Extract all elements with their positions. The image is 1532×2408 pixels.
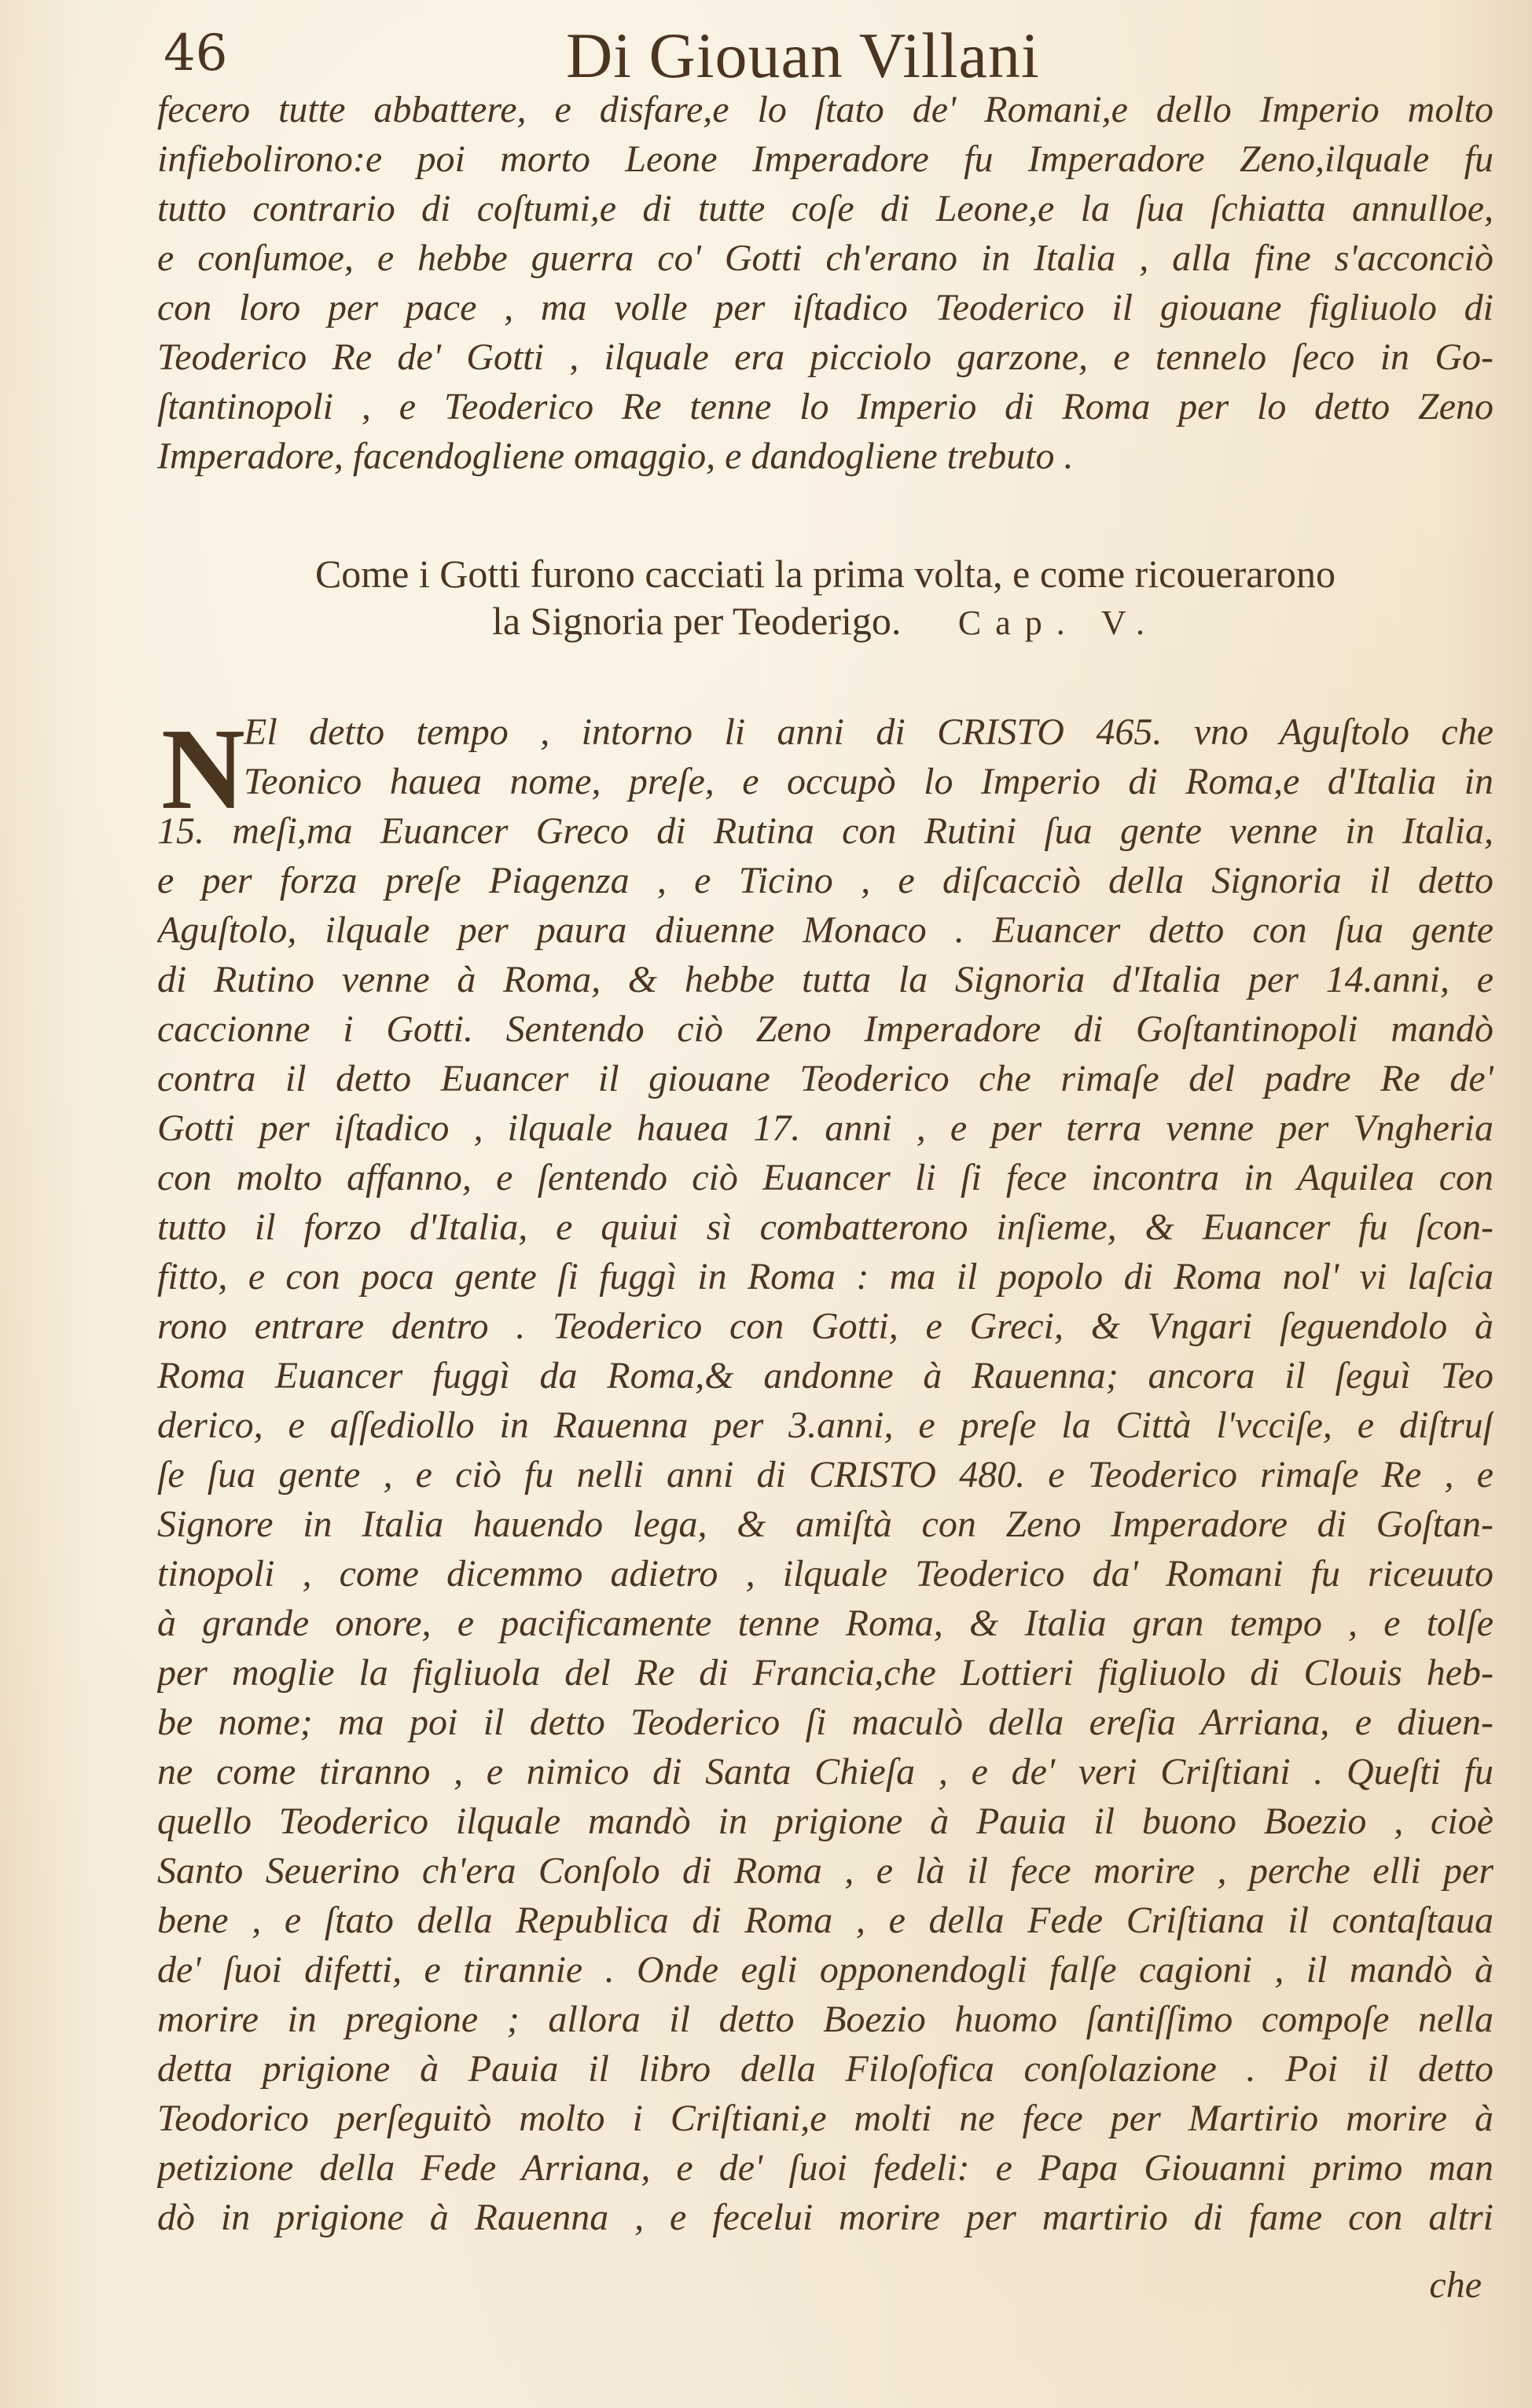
text-line: per moglie la figliuola del Re di Francia,che Lottieri figliuolo di Clouis heb- xyxy=(157,1652,1493,1694)
text-line: fecero tutte abbattere, e disfare,e lo ſtato de' Romani,e dello Imperio molto xyxy=(157,89,1493,130)
chapter-heading-line: Come i Gotti furono cacciati la prima volta, e come ricouerarono xyxy=(314,552,1336,596)
text-line: detta prigione à Pauia il libro della Filoſofica conſolazione . Poi il detto xyxy=(157,2048,1493,2090)
text-line: Teoderico Re de' Gotti , ilquale era picciolo garzone, e tennelo ſeco in Go- xyxy=(157,336,1493,378)
text-line: ſe ſua gente , e ciò fu nelli anni di CRISTO 480. e Teoderico rimaſe Re , e xyxy=(157,1454,1493,1496)
text-line: Roma Euancer fuggì da Roma,& andonne à Rauenna; ancora il ſeguì Teo xyxy=(157,1355,1493,1397)
chapter-number: Cap. V. xyxy=(957,604,1159,642)
text-line: infiebolirono:e poi morto Leone Imperadore fu Imperadore Zeno,ilquale fu xyxy=(157,138,1493,180)
text-line: con molto affanno, e ſentendo ciò Euancer li ſi fece incontra in Aquilea con xyxy=(157,1157,1493,1198)
page-number: 46 xyxy=(163,24,228,83)
text-line: quello Teoderico ilquale mandò in prigione à Pauia il buono Boezio , cioè xyxy=(157,1800,1493,1842)
text-line: Teonico hauea nome, preſe, e occupò lo Imperio di Roma,e d'Italia in xyxy=(244,761,1493,802)
text-line: de' ſuoi difetti, e tirannie . Onde egli opponendogli falſe cagioni , il mandò à xyxy=(157,1949,1493,1991)
text-line: e per forza preſe Piagenza , e Ticino , e diſcacciò della Signoria il detto xyxy=(157,860,1493,901)
text-line: tutto il forzo d'Italia, e quiui sì combatterono inſieme, & Euancer fu ſcon- xyxy=(157,1206,1493,1248)
text-line: rono entrare dentro . Teoderico con Gotti, e Greci, & Vngari ſeguendolo à xyxy=(157,1305,1493,1347)
text-line: Signore in Italia hauendo lega, & amiſtà con Zeno Imperadore di Goſtan- xyxy=(157,1503,1493,1545)
text-line: ne come tiranno , e nimico di Santa Chieſa , e de' veri Criſtiani . Queſti fu xyxy=(157,1751,1493,1793)
text-line: morire in pregione ; allora il detto Boezio huomo ſantiſſimo compoſe nella xyxy=(157,1999,1493,2040)
text-line: fitto, e con poca gente ſi fuggì in Roma : ma il popolo di Roma nol' vi laſcia xyxy=(157,1256,1493,1298)
text-line: contra il detto Euancer il giouane Teoderico che rimaſe del padre Re de' xyxy=(157,1058,1493,1099)
text-line: ſtantinopoli , e Teoderico Re tenne lo Imperio di Roma per lo detto Zeno xyxy=(157,386,1493,428)
text-line: Aguſtolo, ilquale per paura diuenne Monaco . Euancer detto con ſua gente xyxy=(157,909,1493,951)
text-line: di Rutino venne à Roma, & hebbe tutta la Signoria d'Italia per 14.anni, e xyxy=(157,959,1493,1000)
chapter-body xyxy=(157,707,1493,2242)
drop-cap: N xyxy=(161,705,245,834)
chapter-heading-line-2 xyxy=(157,597,1493,647)
text-line: e conſumoe, e hebbe guerra co' Gotti ch'erano in Italia , alla fine s'acconciò xyxy=(157,237,1493,279)
text-line: con loro per pace , ma volle per iſtadico Teoderico il giouane figliuolo di xyxy=(157,287,1493,329)
text-line: Santo Seuerino ch'era Conſolo di Roma , e là il fece morire , perche elli per xyxy=(157,1850,1493,1892)
catchword: che xyxy=(1429,2264,1482,2306)
text-line: be nome; ma poi il detto Teoderico ſi maculò della ereſia Arriana, e diuen- xyxy=(157,1701,1493,1743)
text-line: Imperadore, facendogliene omaggio, e dandogliene trebuto . xyxy=(157,435,1074,477)
text-line: caccionne i Gotti. Sentendo ciò Zeno Imperadore di Goſtantinopoli mandò xyxy=(157,1008,1493,1050)
chapter-heading-line: la Signoria per Teoderigo. xyxy=(491,599,902,643)
text-line: à grande onore, e pacificamente tenne Roma, & Italia gran tempo , e tolſe xyxy=(157,1602,1493,1644)
text-line: tinopoli , come dicemmo adietro , ilquale Teoderico da' Romani fu riceuuto xyxy=(157,1553,1493,1595)
text-line: petizione della Fede Arriana, e de' ſuoi fedeli: e Papa Giouanni primo man xyxy=(157,2147,1493,2189)
text-line: Gotti per iſtadico , ilquale hauea 17. anni , e per terra venne per Vngheria xyxy=(157,1107,1493,1149)
text-line: El detto tempo , intorno li anni di CRISTO 465. vno Aguſtolo che xyxy=(244,711,1493,753)
paragraph-continuation xyxy=(157,85,1493,481)
running-title: Di Giouan Villani xyxy=(566,20,1040,91)
text-line: bene , e ſtato della Republica di Roma , e della Fede Criſtiana il contaſtaua xyxy=(157,1900,1493,1941)
text-line: Teodorico perſeguitò molto i Criſtiani,e molti ne fece per Martirio morire à xyxy=(157,2098,1493,2139)
text-line: tutto contrario di coſtumi,e di tutte coſe di Leone,e la ſua ſchiatta annulloe, xyxy=(157,188,1493,229)
text-line: derico, e aſſediollo in Rauenna per 3.anni, e preſe la Città l'vcciſe, e diſtruſ xyxy=(157,1404,1493,1446)
text-line: 15. meſi,ma Euancer Greco di Rutina con Rutini ſua gente venne in Italia, xyxy=(157,810,1493,852)
chapter-heading xyxy=(157,550,1493,647)
text-line: dò in prigione à Rauenna , e fecelui morire per martirio di fame con altri xyxy=(157,2197,1493,2238)
page-header xyxy=(157,20,1493,91)
